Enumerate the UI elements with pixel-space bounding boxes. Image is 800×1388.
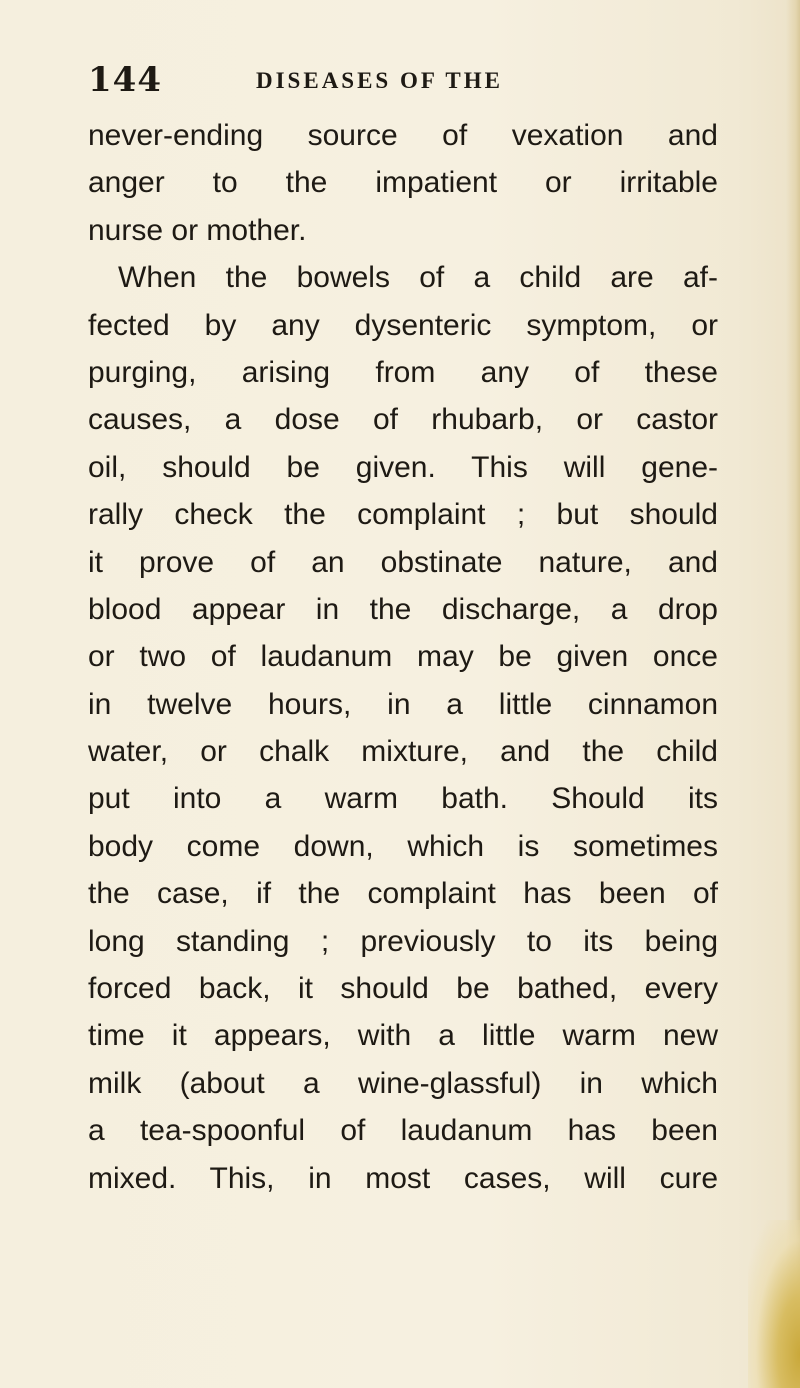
text-line: long standing ; previously to its being [88,924,718,958]
text-line: fected by any dysenteric symptom, or [88,308,718,342]
text-line: body come down, which is sometimes [88,829,718,863]
text-line: a tea-spoonful of laudanum has been [88,1114,718,1148]
text-line: rally check the complaint ; but should [88,498,718,532]
paper-stain [748,1220,800,1388]
text-line: in twelve hours, in a little cinnamon [88,687,718,721]
text-line: the case, if the complaint has been of [88,877,718,911]
text-line: or two of laudanum may be given once [88,640,718,674]
text-line: milk (about a wine-glassful) in which [88,1066,718,1100]
text-line: blood appear in the discharge, a drop [88,592,718,626]
text-line: anger to the impatient or irritable [88,166,718,200]
text-line: oil, should be given. This will gene- [88,450,718,484]
page-number: 144 [88,60,162,100]
text-line: forced back, it should be bathed, every [88,972,718,1006]
page-edge-shadow [786,0,800,1388]
running-title: DISEASES OF THE [256,68,503,93]
text-line: mixed. This, in most cases, will cure [88,1161,718,1195]
text-line: nurse or mother. [88,213,307,247]
text-line: water, or chalk mixture, and the child [88,735,718,769]
text-line: time it appears, with a little warm new [88,1019,718,1053]
text-line: put into a warm bath. Should its [88,782,718,816]
text-line: causes, a dose of rhubarb, or castor [88,403,718,437]
text-line: it prove of an obstinate nature, and [88,545,718,579]
body-text [88,112,718,1202]
paragraph-start-line: When the bowels of a child are af- [118,261,718,295]
text-line: never-ending source of vexation and [88,119,718,152]
running-head [88,58,708,108]
text-line: purging, arising from any of these [88,355,718,389]
